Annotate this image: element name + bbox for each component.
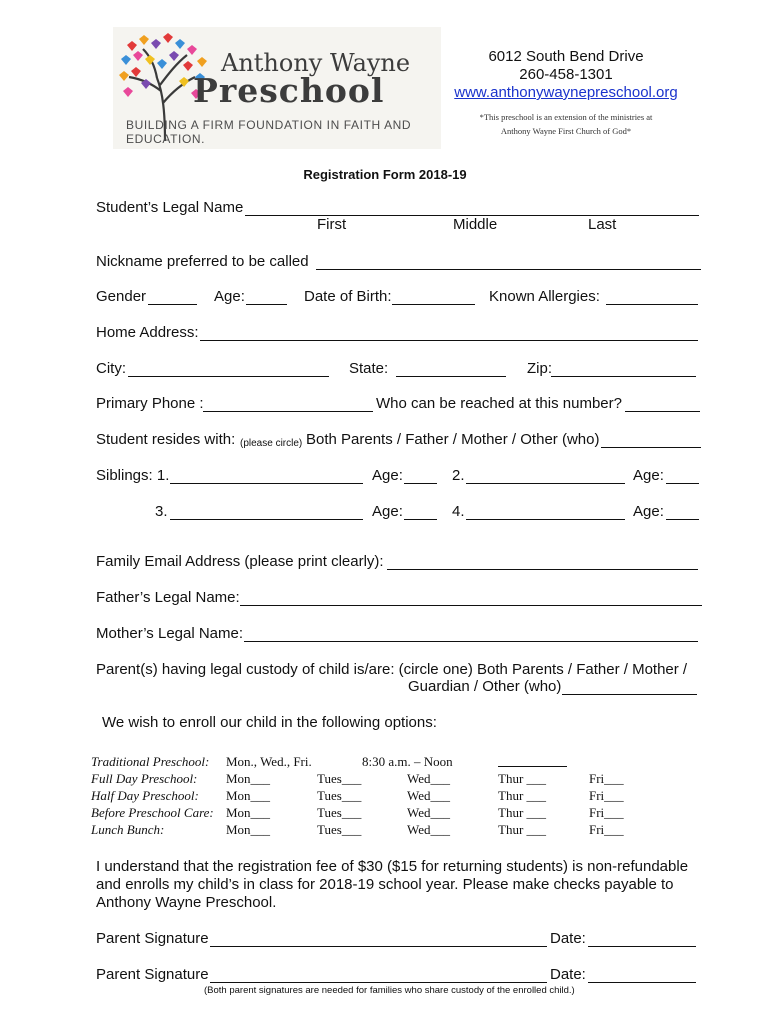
half-day-label: Half Day Preschool: bbox=[91, 788, 199, 803]
sibling-1-age-field[interactable] bbox=[404, 468, 437, 484]
full-day-thu[interactable]: Thur ___ bbox=[498, 771, 547, 786]
signature-date-label-2: Date: bbox=[550, 966, 586, 983]
legal-name-label: Student’s Legal Name bbox=[96, 199, 244, 216]
sibling-1-field[interactable] bbox=[170, 468, 363, 484]
half-day-mon[interactable]: Mon___ bbox=[226, 788, 271, 803]
sibling-4-field[interactable] bbox=[466, 504, 625, 520]
father-name-label: Father’s Legal Name: bbox=[96, 589, 240, 606]
lunch-bunch-mon[interactable]: Mon___ bbox=[226, 822, 271, 837]
father-name-field[interactable] bbox=[240, 590, 702, 606]
sibling-4-age-label: Age: bbox=[633, 503, 664, 520]
sibling-1-age-label: Age: bbox=[372, 467, 403, 484]
last-name-caption: Last bbox=[588, 216, 617, 233]
sibling-2-field[interactable] bbox=[466, 468, 625, 484]
primary-phone-field[interactable] bbox=[203, 396, 373, 412]
gender-field[interactable] bbox=[148, 289, 197, 305]
sibling-3-label: 3. bbox=[155, 503, 168, 520]
sibling-2-label: 2. bbox=[452, 467, 465, 484]
legal-name-field[interactable] bbox=[245, 200, 699, 216]
parent-signature-field-2[interactable] bbox=[210, 967, 547, 983]
family-email-label: Family Email Address (please print clearly): bbox=[96, 553, 384, 570]
logo-tagline: BUILDING A FIRM FOUNDATION IN FAITH AND EDUCATION. bbox=[126, 118, 412, 146]
home-address-label: Home Address: bbox=[96, 324, 199, 341]
sibling-2-age-field[interactable] bbox=[666, 468, 699, 484]
siblings-label: Siblings: 1. bbox=[96, 467, 170, 484]
dob-field[interactable] bbox=[392, 289, 475, 305]
fee-text-line2: and enrolls my child’s in class for 2018-19 school year. Please make checks payable to bbox=[96, 876, 674, 893]
fee-text-line3: Anthony Wayne Preschool. bbox=[96, 894, 277, 911]
city-label: City: bbox=[96, 360, 126, 377]
half-day-tue[interactable]: Tues___ bbox=[317, 788, 362, 803]
resides-with-label: Student resides with: bbox=[96, 431, 236, 448]
city-field[interactable] bbox=[128, 361, 329, 377]
please-circle-note: (please circle) bbox=[240, 438, 303, 449]
nickname-field[interactable] bbox=[316, 254, 701, 270]
half-day-wed[interactable]: Wed___ bbox=[407, 788, 450, 803]
allergies-label: Known Allergies: bbox=[489, 288, 600, 305]
first-name-caption: First bbox=[317, 216, 347, 233]
before-care-label: Before Preschool Care: bbox=[91, 805, 214, 820]
parent-signature-field-1[interactable] bbox=[210, 931, 547, 947]
form-title: Registration Form 2018-19 bbox=[303, 167, 467, 182]
before-care-wed[interactable]: Wed___ bbox=[407, 805, 450, 820]
resides-options[interactable]: Both Parents / Father / Mother / Other (who) bbox=[306, 431, 600, 448]
zip-field[interactable] bbox=[551, 361, 696, 377]
enroll-heading: We wish to enroll our child in the following options: bbox=[102, 714, 437, 731]
lunch-bunch-label: Lunch Bunch: bbox=[91, 822, 165, 837]
state-label: State: bbox=[349, 360, 389, 377]
full-day-label: Full Day Preschool: bbox=[91, 771, 198, 786]
custody-text-line1[interactable]: Parent(s) having legal custody of child is/are: (circle one) Both Parents / Father / Mother / bbox=[96, 661, 688, 678]
before-care-tue[interactable]: Tues___ bbox=[317, 805, 362, 820]
sibling-4-age-field[interactable] bbox=[666, 504, 699, 520]
dob-label: Date of Birth: bbox=[304, 288, 392, 305]
sibling-2-age-label: Age: bbox=[633, 467, 664, 484]
lunch-bunch-wed[interactable]: Wed___ bbox=[407, 822, 450, 837]
before-care-mon[interactable]: Mon___ bbox=[226, 805, 271, 820]
school-phone: 260-458-1301 bbox=[519, 66, 613, 83]
state-field[interactable] bbox=[396, 361, 506, 377]
lunch-bunch-tue[interactable]: Tues___ bbox=[317, 822, 362, 837]
allergies-field[interactable] bbox=[606, 289, 698, 305]
custody-text-line2[interactable]: Guardian / Other (who) bbox=[408, 678, 562, 695]
fee-text-line1: I understand that the registration fee of $30 ($15 for returning students) is non-refundable bbox=[96, 858, 689, 875]
mother-name-label: Mother’s Legal Name: bbox=[96, 625, 244, 642]
parent-signature-label-1: Parent Signature bbox=[96, 930, 209, 947]
ministry-note-line2: Anthony Wayne First Church of God* bbox=[500, 126, 632, 136]
signature-date-label-1: Date: bbox=[550, 930, 586, 947]
lunch-bunch-thu[interactable]: Thur ___ bbox=[498, 822, 547, 837]
who-reached-field[interactable] bbox=[625, 396, 700, 412]
age-label: Age: bbox=[214, 288, 245, 305]
full-day-fri[interactable]: Fri___ bbox=[589, 771, 624, 786]
nickname-label: Nickname preferred to be called bbox=[96, 253, 309, 270]
sibling-4-label: 4. bbox=[452, 503, 465, 520]
logo-title-line2: Preschool bbox=[193, 71, 385, 110]
ministry-note-line1: *This preschool is an extension of the ministries at bbox=[479, 112, 653, 122]
mother-name-field[interactable] bbox=[244, 626, 698, 642]
gender-label: Gender bbox=[96, 288, 147, 305]
before-care-fri[interactable]: Fri___ bbox=[589, 805, 624, 820]
signature-footnote: (Both parent signatures are needed for families who share custody of the enrolled child.) bbox=[204, 985, 575, 996]
full-day-mon[interactable]: Mon___ bbox=[226, 771, 271, 786]
home-address-field[interactable] bbox=[200, 325, 698, 341]
sibling-3-field[interactable] bbox=[170, 504, 363, 520]
who-reached-label: Who can be reached at this number? bbox=[376, 395, 622, 412]
logo-title-line1: Anthony Wayne bbox=[221, 49, 411, 77]
full-day-wed[interactable]: Wed___ bbox=[407, 771, 450, 786]
school-address: 6012 South Bend Drive bbox=[488, 48, 644, 65]
half-day-fri[interactable]: Fri___ bbox=[589, 788, 624, 803]
signature-date-field-2[interactable] bbox=[588, 967, 696, 983]
primary-phone-label: Primary Phone : bbox=[96, 395, 204, 412]
age-field[interactable] bbox=[246, 289, 287, 305]
middle-name-caption: Middle bbox=[453, 216, 498, 233]
full-day-tue[interactable]: Tues___ bbox=[317, 771, 362, 786]
sibling-3-age-label: Age: bbox=[372, 503, 403, 520]
traditional-check-field[interactable] bbox=[498, 752, 567, 767]
parent-signature-label-2: Parent Signature bbox=[96, 966, 209, 983]
school-website-link[interactable]: www.anthonywaynepreschool.org bbox=[454, 84, 678, 101]
traditional-days: Mon., Wed., Fri. bbox=[226, 754, 312, 769]
traditional-label: Traditional Preschool: bbox=[91, 754, 210, 769]
traditional-time: 8:30 a.m. – Noon bbox=[362, 754, 453, 769]
zip-label: Zip: bbox=[527, 360, 553, 377]
family-email-field[interactable] bbox=[387, 554, 698, 570]
signature-date-field-1[interactable] bbox=[588, 931, 696, 947]
half-day-thu[interactable]: Thur ___ bbox=[498, 788, 547, 803]
sibling-3-age-field[interactable] bbox=[404, 504, 437, 520]
lunch-bunch-fri[interactable]: Fri___ bbox=[589, 822, 624, 837]
preschool-logo bbox=[113, 27, 441, 149]
before-care-thu[interactable]: Thur ___ bbox=[498, 805, 547, 820]
resides-other-field[interactable] bbox=[601, 432, 701, 448]
custody-other-field[interactable] bbox=[562, 679, 697, 695]
